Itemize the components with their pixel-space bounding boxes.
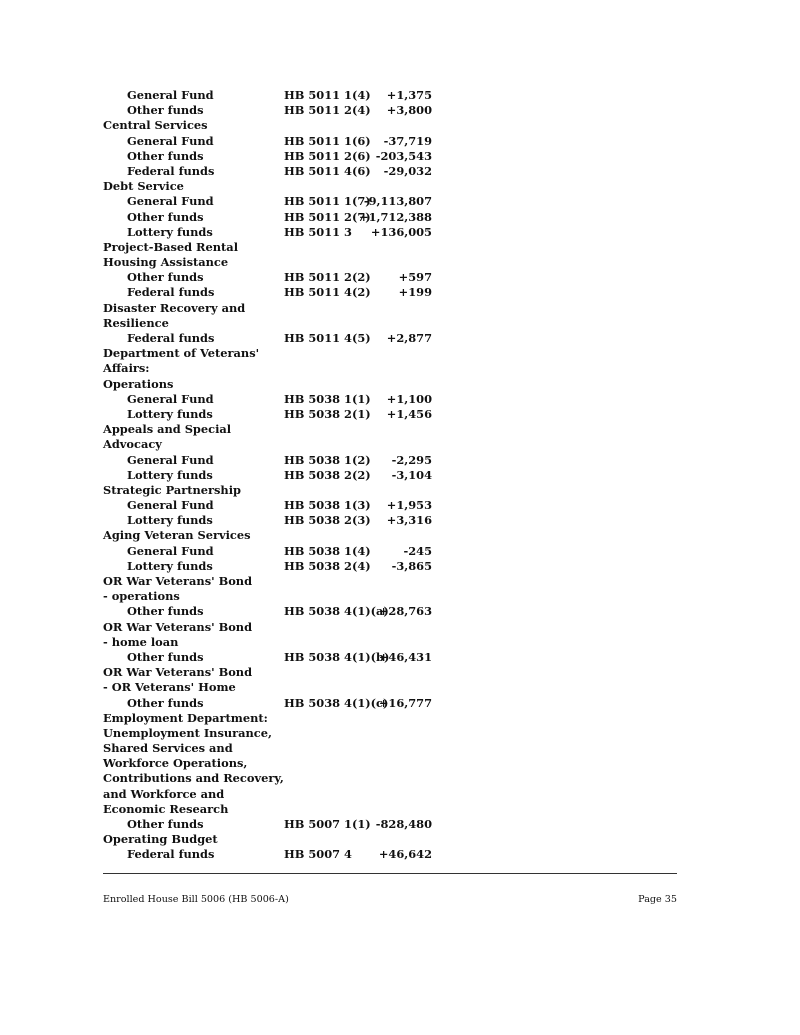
line-label: OR War Veterans' Bond bbox=[103, 574, 253, 588]
line-item bbox=[103, 498, 443, 513]
line-label: and Workforce and bbox=[103, 786, 225, 801]
line-label: Resilience bbox=[103, 315, 169, 330]
line-item bbox=[103, 210, 443, 225]
line-label: Lottery funds bbox=[127, 513, 213, 528]
line-label: General Fund bbox=[127, 133, 214, 148]
amount: +1,100 bbox=[386, 391, 432, 406]
bill-reference: HB 5038 2(4) bbox=[284, 558, 371, 573]
line-label: - OR Veterans' Home bbox=[103, 680, 236, 695]
bill-reference: HB 5011 1(6) bbox=[284, 133, 371, 148]
line-label: OR War Veterans' Bond bbox=[103, 619, 253, 634]
line-label: Aging Veteran Services bbox=[103, 528, 251, 543]
bill-reference: HB 5011 4(2) bbox=[284, 285, 371, 300]
bill-reference: HB 5011 4(6) bbox=[284, 163, 371, 178]
line-label: Department of Veterans' bbox=[103, 346, 260, 361]
line-label: Operating Budget bbox=[103, 832, 218, 847]
section-heading bbox=[103, 422, 443, 437]
amount: -29,032 bbox=[383, 163, 432, 178]
section-heading bbox=[103, 255, 443, 270]
footer-bill-title: Enrolled House Bill 5006 (HB 5006-A) bbox=[103, 894, 289, 905]
line-item bbox=[103, 544, 443, 559]
amount: +136,005 bbox=[370, 224, 432, 239]
line-label: Lottery funds bbox=[127, 558, 213, 573]
line-label: OR War Veterans' Bond bbox=[103, 665, 253, 680]
section-heading bbox=[103, 589, 443, 604]
line-label: Lottery funds bbox=[127, 224, 213, 239]
amount: -245 bbox=[403, 543, 432, 558]
amount: +16,777 bbox=[378, 695, 432, 710]
line-label: General Fund bbox=[127, 194, 214, 209]
amount: -3,865 bbox=[391, 558, 432, 573]
bill-reference: HB 5038 4(1)(a) bbox=[284, 604, 389, 619]
line-label: Central Services bbox=[103, 118, 208, 133]
section-heading bbox=[103, 620, 443, 635]
line-label: Other funds bbox=[127, 649, 204, 664]
footer-page-number: Page 35 bbox=[638, 894, 677, 905]
bill-reference: HB 5007 4 bbox=[284, 847, 352, 862]
line-label: Other funds bbox=[127, 148, 204, 163]
section-heading bbox=[103, 787, 443, 802]
bill-reference: HB 5011 1(4) bbox=[284, 88, 371, 102]
bill-reference: HB 5038 4(1)(c) bbox=[284, 695, 389, 710]
line-label: Federal funds bbox=[127, 285, 215, 300]
section-heading bbox=[103, 240, 443, 255]
section-heading bbox=[103, 665, 443, 680]
amount: +3,800 bbox=[386, 103, 432, 118]
line-label: Other funds bbox=[127, 695, 204, 710]
section-heading bbox=[103, 680, 443, 695]
line-item bbox=[103, 513, 443, 528]
section-heading bbox=[103, 756, 443, 771]
line-label: Housing Assistance bbox=[103, 255, 229, 270]
bill-reference: HB 5038 2(2) bbox=[284, 467, 371, 482]
line-label: Employment Department: bbox=[103, 710, 268, 725]
section-heading bbox=[103, 346, 443, 361]
line-label: Disaster Recovery and bbox=[103, 300, 246, 315]
line-label: Federal funds bbox=[127, 163, 215, 178]
amount: +597 bbox=[398, 270, 432, 285]
bill-reference: HB 5038 1(3) bbox=[284, 498, 371, 513]
amount: -203,543 bbox=[375, 148, 432, 163]
amount: +1,712,388 bbox=[359, 209, 432, 224]
section-heading bbox=[103, 118, 443, 133]
section-heading bbox=[103, 377, 443, 392]
section-heading bbox=[103, 711, 443, 726]
amount: -37,719 bbox=[383, 133, 432, 148]
bill-reference: HB 5011 3 bbox=[284, 224, 352, 239]
line-label: Other funds bbox=[127, 604, 204, 619]
line-item bbox=[103, 696, 443, 711]
bill-reference: HB 5038 4(1)(b) bbox=[284, 649, 390, 664]
amount: -2,295 bbox=[391, 452, 432, 467]
line-label: General Fund bbox=[127, 391, 214, 406]
line-label: Federal funds bbox=[127, 847, 215, 862]
section-heading bbox=[103, 301, 443, 316]
line-label: General Fund bbox=[127, 88, 214, 102]
line-label: Contributions and Recovery, bbox=[103, 771, 284, 786]
line-label: General Fund bbox=[127, 498, 214, 513]
line-item bbox=[103, 604, 443, 619]
line-item bbox=[103, 103, 443, 118]
bill-reference: HB 5011 2(4) bbox=[284, 103, 371, 118]
line-label: Lottery funds bbox=[127, 467, 213, 482]
line-label: Project-Based Rental bbox=[103, 239, 239, 254]
line-item bbox=[103, 285, 443, 300]
bill-reference: HB 5007 1(1) bbox=[284, 817, 371, 831]
line-label: Strategic Partnership bbox=[103, 482, 241, 497]
line-label: General Fund bbox=[127, 452, 214, 467]
amount: +46,642 bbox=[378, 847, 432, 862]
bill-reference: HB 5011 4(5) bbox=[284, 331, 371, 345]
section-heading bbox=[103, 802, 443, 817]
line-label: Unemployment Insurance, bbox=[103, 725, 272, 740]
bill-reference: HB 5038 1(4) bbox=[284, 543, 371, 558]
line-label: Advocacy bbox=[103, 437, 162, 452]
line-label: Other funds bbox=[127, 270, 204, 285]
line-label: Other funds bbox=[127, 817, 204, 831]
section-heading bbox=[103, 179, 443, 194]
bill-reference: HB 5038 1(2) bbox=[284, 452, 371, 467]
bill-reference: HB 5038 1(1) bbox=[284, 391, 371, 406]
line-label: Other funds bbox=[127, 209, 204, 224]
section-heading bbox=[103, 741, 443, 756]
section-heading bbox=[103, 771, 443, 786]
amount: +199 bbox=[398, 285, 432, 300]
budget-adjustment-list bbox=[103, 88, 443, 863]
section-heading bbox=[103, 574, 443, 589]
bill-reference: HB 5011 2(7) bbox=[284, 209, 371, 224]
line-label: Federal funds bbox=[127, 331, 215, 345]
amount: +46,431 bbox=[378, 649, 432, 664]
bill-reference: HB 5011 2(2) bbox=[284, 270, 371, 285]
line-item bbox=[103, 817, 443, 832]
amount: +1,456 bbox=[386, 406, 432, 421]
line-item bbox=[103, 847, 443, 862]
amount: +1,375 bbox=[386, 88, 432, 102]
line-label: Affairs: bbox=[103, 361, 150, 376]
section-heading bbox=[103, 437, 443, 452]
line-label: Appeals and Special bbox=[103, 422, 232, 437]
line-item bbox=[103, 164, 443, 179]
line-label: - operations bbox=[103, 589, 180, 604]
line-item bbox=[103, 134, 443, 149]
line-label: Debt Service bbox=[103, 179, 184, 194]
amount: +3,316 bbox=[386, 513, 432, 528]
amount: +28,763 bbox=[378, 604, 432, 619]
line-item bbox=[103, 407, 443, 422]
line-label: Workforce Operations, bbox=[103, 756, 248, 771]
line-item bbox=[103, 225, 443, 240]
line-item bbox=[103, 559, 443, 574]
line-item bbox=[103, 468, 443, 483]
bill-reference: HB 5038 2(3) bbox=[284, 513, 371, 528]
bill-reference: HB 5038 2(1) bbox=[284, 406, 371, 421]
line-item bbox=[103, 331, 443, 346]
bill-reference: HB 5011 2(6) bbox=[284, 148, 371, 163]
section-heading bbox=[103, 361, 443, 376]
line-item bbox=[103, 149, 443, 164]
section-heading bbox=[103, 316, 443, 331]
section-heading bbox=[103, 528, 443, 543]
amount: -3,104 bbox=[391, 467, 432, 482]
line-label: Economic Research bbox=[103, 801, 229, 816]
bill-reference: HB 5011 1(7) bbox=[284, 194, 371, 209]
line-label: Other funds bbox=[127, 103, 204, 118]
line-label: Shared Services and bbox=[103, 741, 233, 756]
line-item bbox=[103, 392, 443, 407]
line-item bbox=[103, 453, 443, 468]
line-label: Operations bbox=[103, 376, 174, 391]
section-heading bbox=[103, 832, 443, 847]
line-item bbox=[103, 194, 443, 209]
line-label: General Fund bbox=[127, 543, 214, 558]
line-label: - home loan bbox=[103, 634, 179, 649]
section-heading bbox=[103, 726, 443, 741]
section-heading bbox=[103, 483, 443, 498]
amount: +1,953 bbox=[386, 498, 432, 513]
footer-rule bbox=[103, 873, 677, 874]
amount: -9,113,807 bbox=[363, 194, 432, 209]
amount: -828,480 bbox=[375, 817, 432, 831]
line-item bbox=[103, 270, 443, 285]
line-item bbox=[103, 88, 443, 103]
amount: +2,877 bbox=[386, 331, 432, 345]
section-heading bbox=[103, 635, 443, 650]
line-label: Lottery funds bbox=[127, 406, 213, 421]
line-item bbox=[103, 650, 443, 665]
